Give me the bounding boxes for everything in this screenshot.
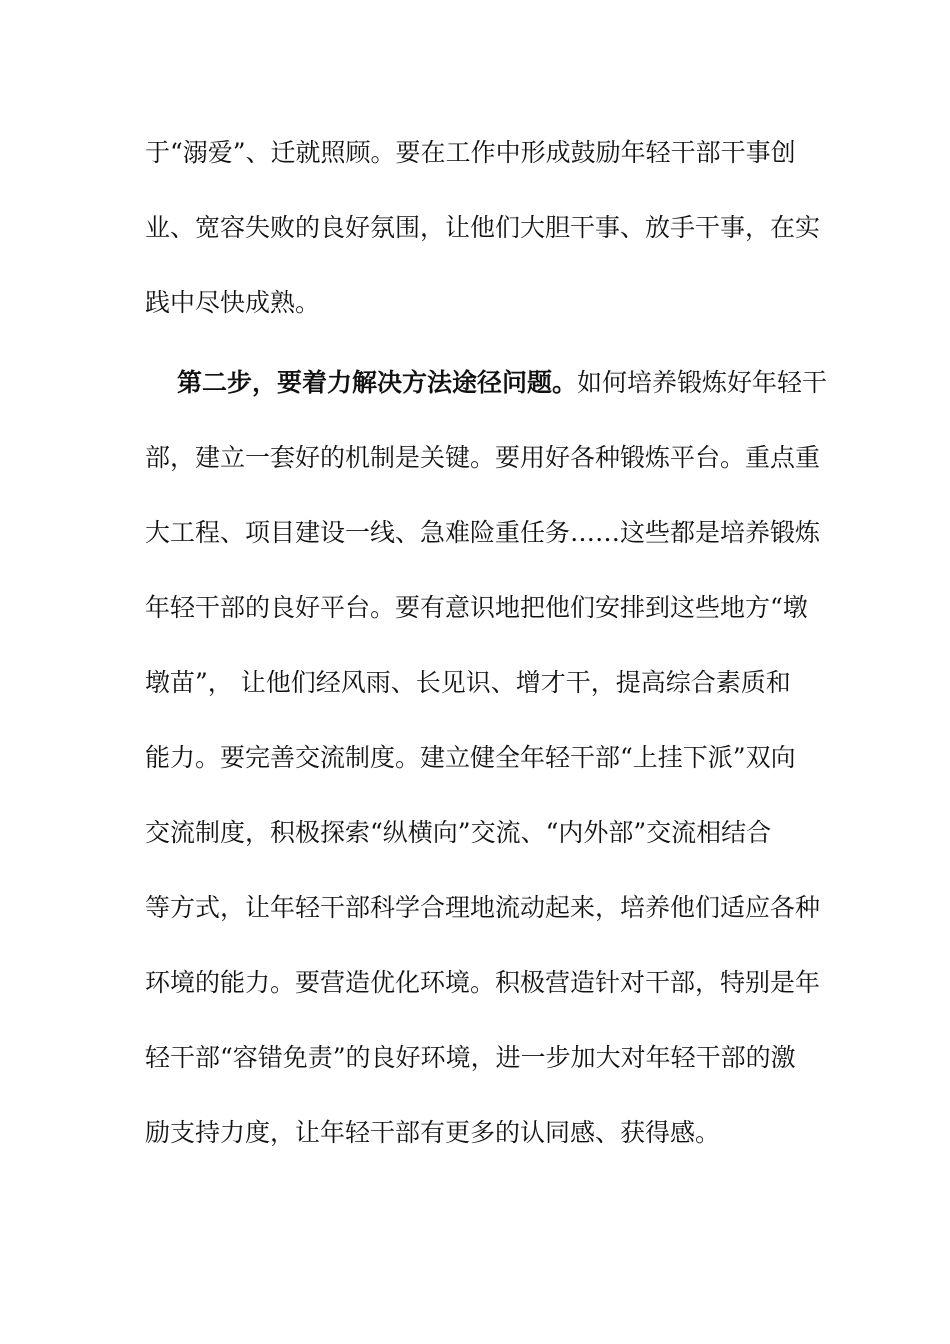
paragraph-2-line-1 bbox=[177, 368, 827, 398]
paragraph-2-line-3: 大工程、项目建设一线、急难险重任务……这些都是培养锻炼 bbox=[145, 518, 821, 547]
paragraph-2-line-4: 年轻干部的良好平台。要有意识地把他们安排到这些地方“墩 bbox=[145, 593, 808, 622]
paragraph-1-line-3: 践中尽快成熟。 bbox=[145, 288, 321, 317]
paragraph-2-lead-heading: 第二步，要着力解决方法途径问题。 bbox=[177, 368, 578, 397]
paragraph-2-line-9: 环境的能力。要营造优化环境。积极营造针对干部，特别是年 bbox=[145, 968, 821, 997]
paragraph-2-line-8: 等方式，让年轻干部科学合理地流动起来，培养他们适应各种 bbox=[145, 893, 821, 922]
paragraph-2-line-5: 墩苗”， 让他们经风雨、长见识、增才干，提高综合素质和 bbox=[145, 668, 791, 697]
paragraph-2-line-10: 轻干部“容错免责”的良好环境，进一步加大对年轻干部的激 bbox=[145, 1043, 796, 1072]
paragraph-2-line-6: 能力。要完善交流制度。建立健全年轻干部“上挂下派”双向 bbox=[145, 743, 796, 772]
paragraph-2-line-2: 部，建立一套好的机制是关键。要用好各种锻炼平台。重点重 bbox=[145, 443, 821, 472]
paragraph-2-line-7: 交流制度，积极探索“纵横向”交流、“内外部”交流相结合 bbox=[145, 818, 772, 847]
paragraph-2-lead-text: 如何培养锻炼好年轻干 bbox=[577, 368, 828, 397]
paragraph-2-line-11: 励支持力度，让年轻干部有更多的认同感、获得感。 bbox=[145, 1118, 721, 1147]
paragraph-1-line-2: 业、宽容失败的良好氛围，让他们大胆干事、放手干事，在实 bbox=[145, 213, 821, 242]
paragraph-1-line-1: 于“溺爱”、迁就照顾。要在工作中形成鼓励年轻干部干事创 bbox=[145, 138, 796, 167]
